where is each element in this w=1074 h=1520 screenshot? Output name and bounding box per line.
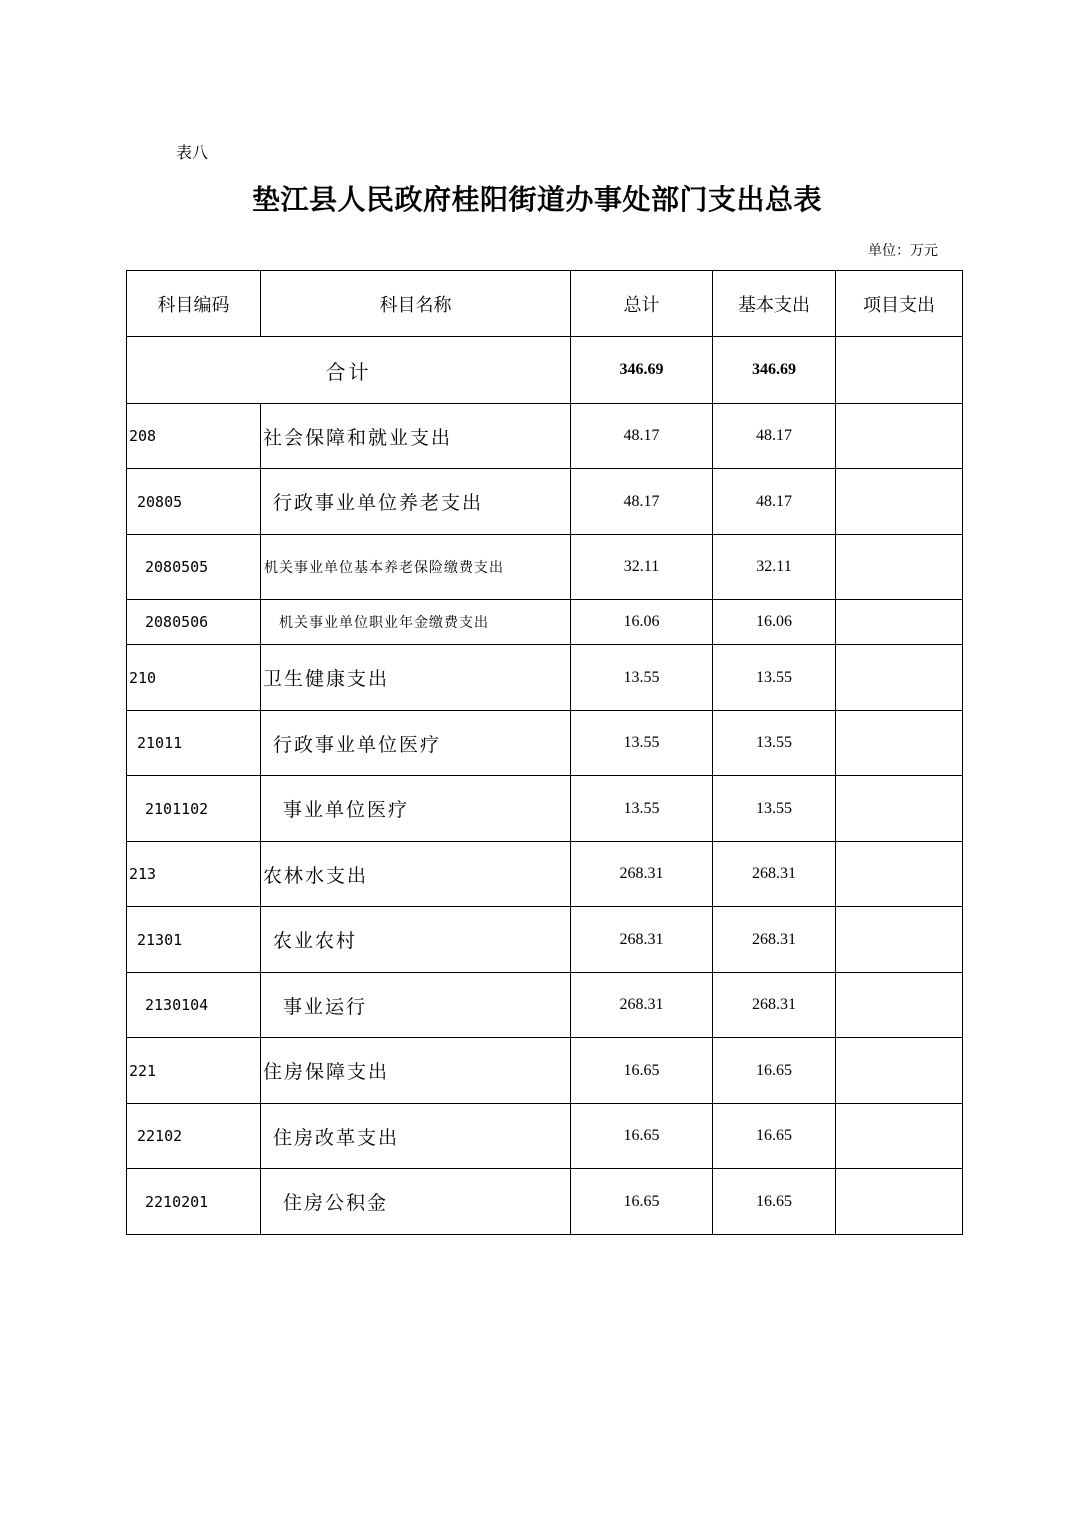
row-basic: 268.31: [713, 973, 836, 1038]
row-basic: 16.65: [713, 1104, 836, 1169]
row-basic: 13.55: [713, 645, 836, 711]
row-name: 机关事业单位职业年金缴费支出: [261, 600, 571, 645]
table-row: [127, 1169, 963, 1235]
row-name: 农林水支出: [261, 842, 571, 907]
row-code: 2130104: [127, 973, 261, 1038]
row-name: 行政事业单位医疗: [261, 711, 571, 776]
total-project: [836, 337, 963, 404]
row-total: 16.06: [571, 600, 713, 645]
row-total: 268.31: [571, 842, 713, 907]
total-total: 346.69: [571, 337, 713, 404]
header-basic: 基本支出: [713, 271, 836, 337]
row-code: 221: [127, 1038, 261, 1104]
row-name: 住房保障支出: [261, 1038, 571, 1104]
table-row: [127, 600, 963, 645]
table-row: [127, 907, 963, 973]
row-code: 22102: [127, 1104, 261, 1169]
row-code: 213: [127, 842, 261, 907]
header-row: [127, 271, 963, 337]
row-project: [836, 645, 963, 711]
row-total: 32.11: [571, 535, 713, 600]
row-project: [836, 711, 963, 776]
row-name: 社会保障和就业支出: [261, 404, 571, 469]
row-name: 农业农村: [261, 907, 571, 973]
row-project: [836, 776, 963, 842]
row-name: 卫生健康支出: [261, 645, 571, 711]
row-project: [836, 535, 963, 600]
row-basic: 13.55: [713, 711, 836, 776]
row-total: 16.65: [571, 1038, 713, 1104]
row-code: 21301: [127, 907, 261, 973]
row-total: 13.55: [571, 776, 713, 842]
total-label: 合计: [127, 337, 571, 404]
row-code: 210: [127, 645, 261, 711]
row-code: 208: [127, 404, 261, 469]
row-total: 268.31: [571, 907, 713, 973]
row-name: 住房改革支出: [261, 1104, 571, 1169]
row-name: 事业运行: [261, 973, 571, 1038]
table-row: [127, 1038, 963, 1104]
row-name: 事业单位医疗: [261, 776, 571, 842]
row-basic: 16.06: [713, 600, 836, 645]
row-code: 2080506: [127, 600, 261, 645]
row-total: 13.55: [571, 645, 713, 711]
header-total: 总计: [571, 271, 713, 337]
row-name: 行政事业单位养老支出: [261, 469, 571, 535]
row-project: [836, 1169, 963, 1235]
row-code: 2210201: [127, 1169, 261, 1235]
row-name: 机关事业单位基本养老保险缴费支出: [261, 535, 571, 600]
table-row: [127, 711, 963, 776]
row-basic: 48.17: [713, 404, 836, 469]
table-number-label: 表八: [176, 143, 209, 162]
table-row: [127, 469, 963, 535]
row-total: 48.17: [571, 404, 713, 469]
table-row: [127, 404, 963, 469]
total-basic: 346.69: [713, 337, 836, 404]
header-code: 科目编码: [127, 271, 261, 337]
row-project: [836, 973, 963, 1038]
row-basic: 268.31: [713, 907, 836, 973]
row-total: 13.55: [571, 711, 713, 776]
row-code: 21011: [127, 711, 261, 776]
table-row: [127, 842, 963, 907]
table-row: [127, 1104, 963, 1169]
row-project: [836, 842, 963, 907]
row-basic: 16.65: [713, 1038, 836, 1104]
row-code: 2101102: [127, 776, 261, 842]
table-row: [127, 535, 963, 600]
row-total: 16.65: [571, 1104, 713, 1169]
row-basic: 13.55: [713, 776, 836, 842]
header-name: 科目名称: [261, 271, 571, 337]
row-total: 16.65: [571, 1169, 713, 1235]
row-basic: 16.65: [713, 1169, 836, 1235]
row-project: [836, 907, 963, 973]
unit-label: 单位：万元: [868, 243, 938, 259]
row-basic: 32.11: [713, 535, 836, 600]
expenditure-table: [126, 270, 963, 1235]
total-row: [127, 337, 963, 404]
row-project: [836, 404, 963, 469]
table-row: [127, 776, 963, 842]
row-project: [836, 469, 963, 535]
row-total: 268.31: [571, 973, 713, 1038]
row-code: 20805: [127, 469, 261, 535]
row-project: [836, 1104, 963, 1169]
row-basic: 48.17: [713, 469, 836, 535]
table-row: [127, 973, 963, 1038]
document-title: 垫江县人民政府桂阳街道办事处部门支出总表: [251, 183, 822, 216]
row-code: 2080505: [127, 535, 261, 600]
row-basic: 268.31: [713, 842, 836, 907]
row-total: 48.17: [571, 469, 713, 535]
table-row: [127, 645, 963, 711]
row-name: 住房公积金: [261, 1169, 571, 1235]
row-project: [836, 1038, 963, 1104]
header-project: 项目支出: [836, 271, 963, 337]
row-project: [836, 600, 963, 645]
